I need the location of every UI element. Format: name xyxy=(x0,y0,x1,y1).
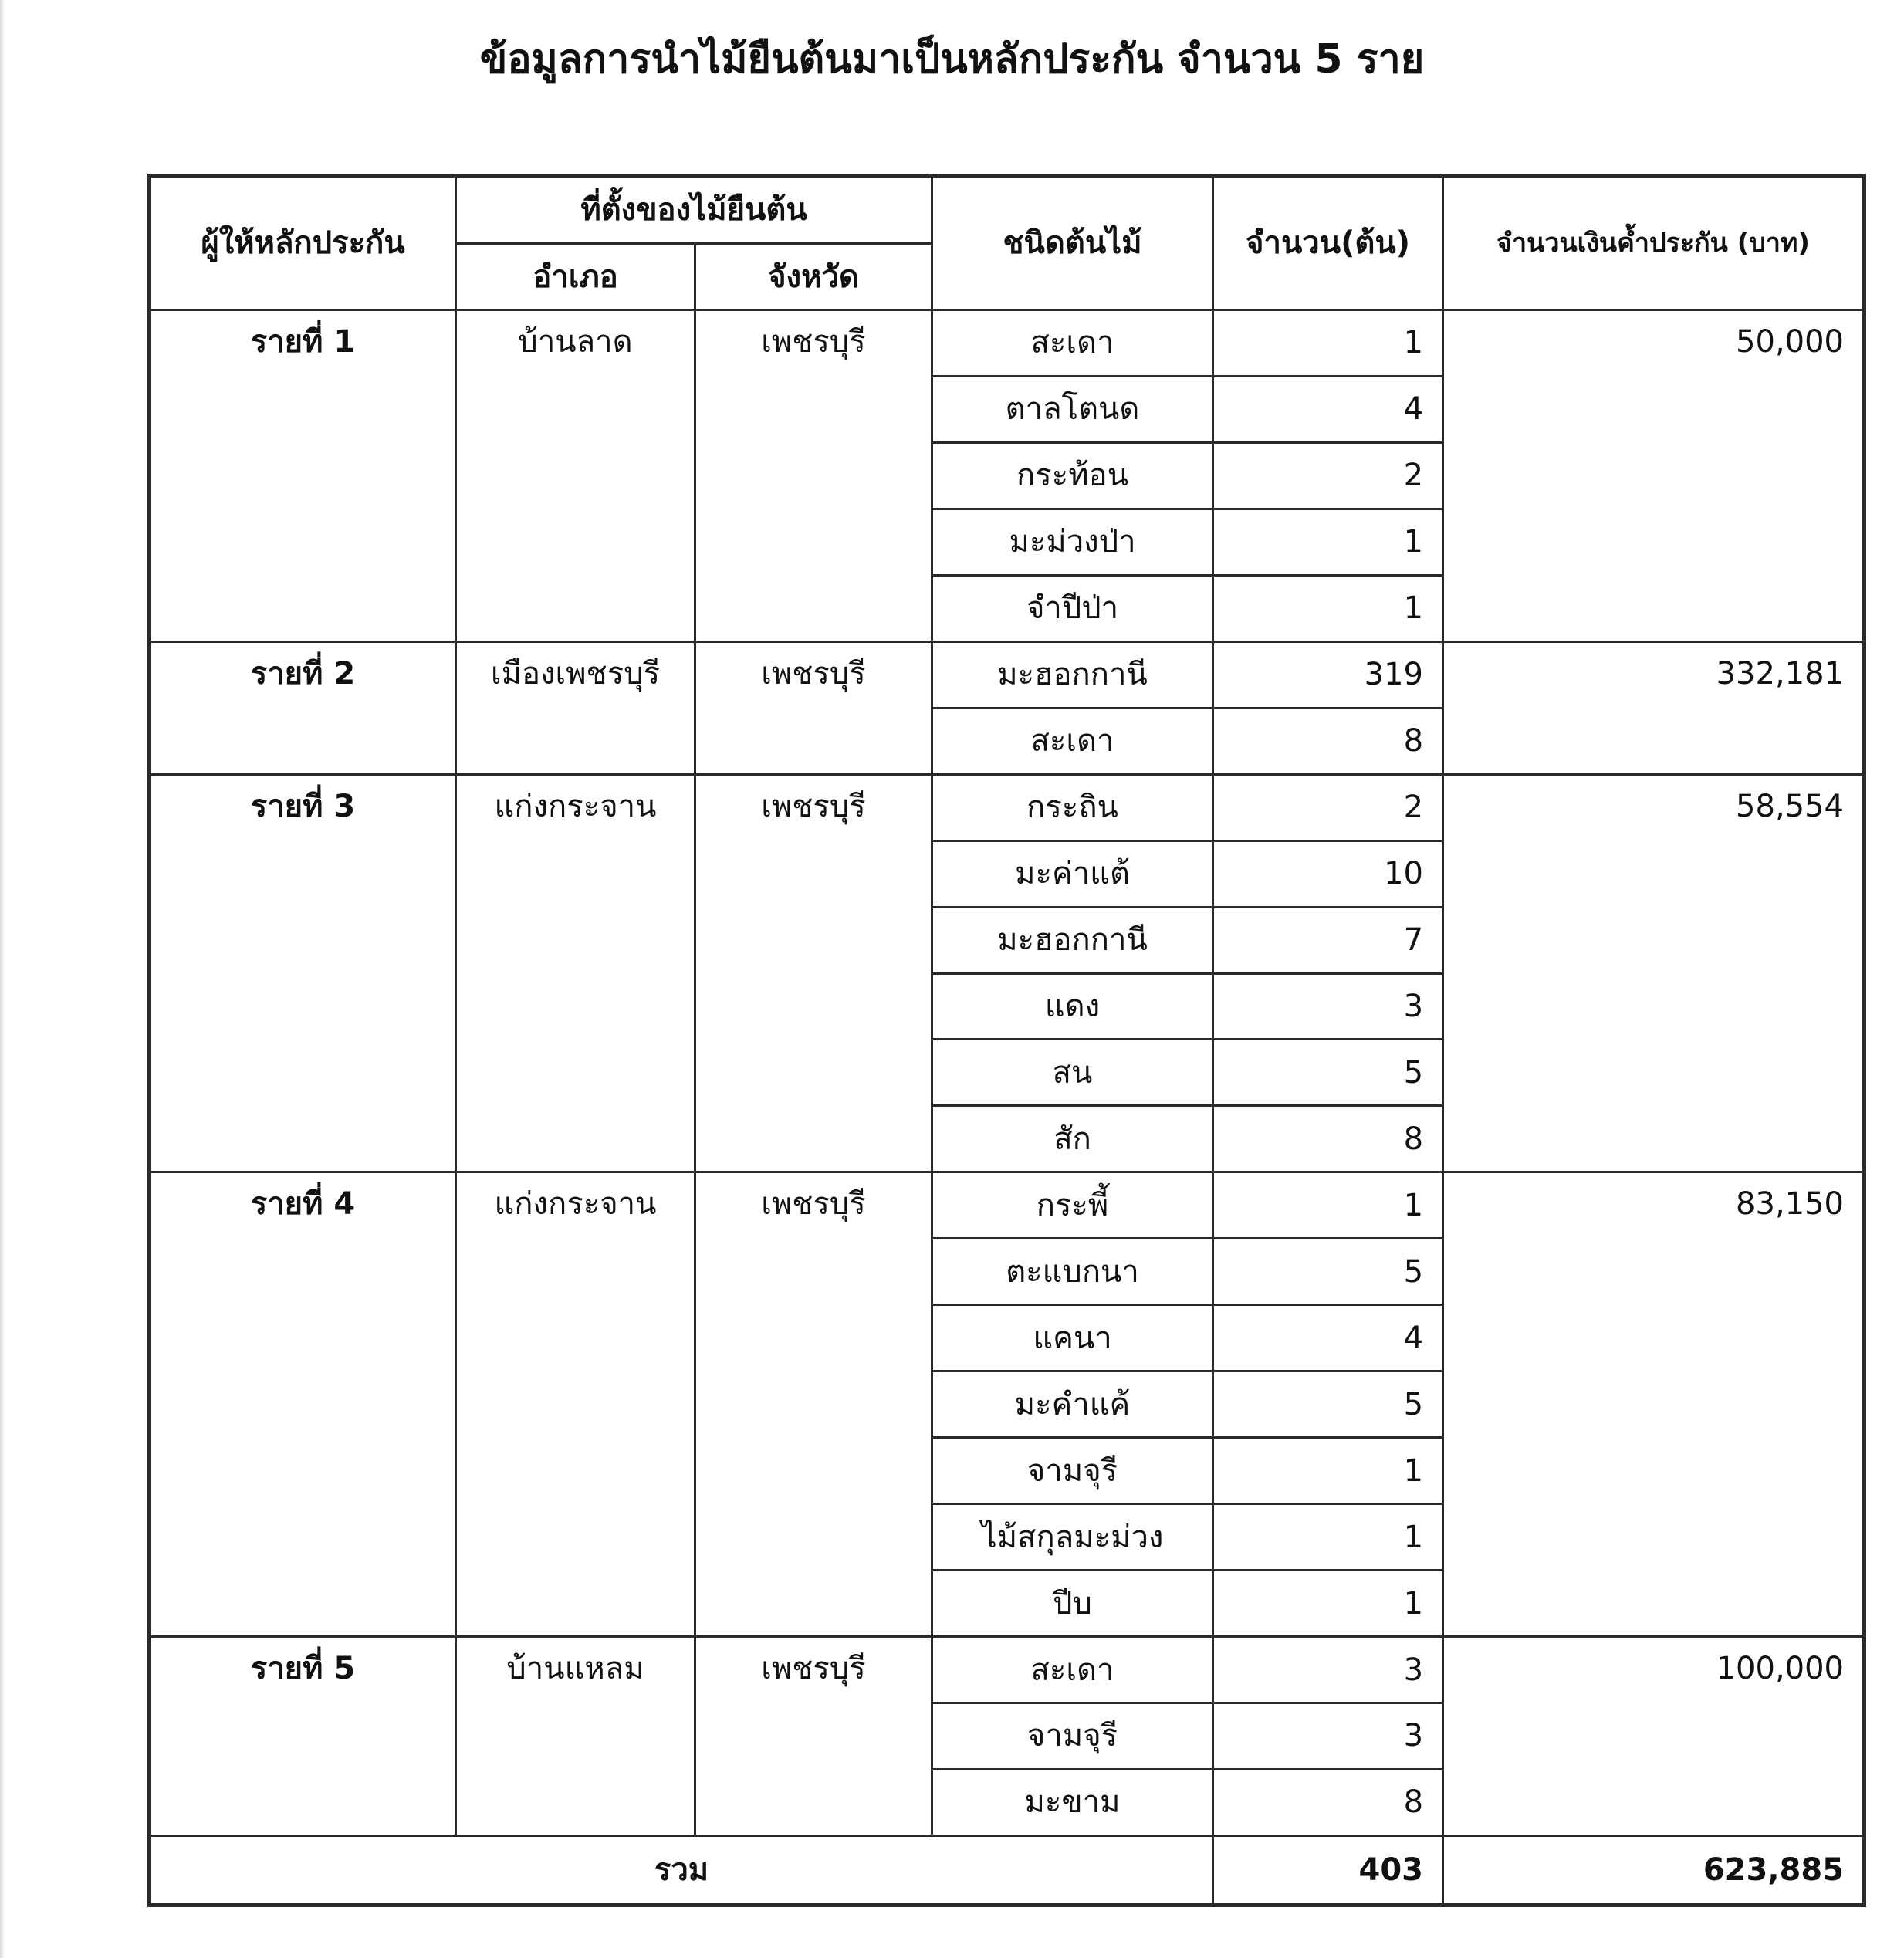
amount-cell: 58,554 xyxy=(1443,774,1865,1172)
guarantor-cell: รายที่ 1 xyxy=(150,310,456,642)
district-cell: เมืองเพชรบุรี xyxy=(456,641,695,774)
district-cell: บ้านแหลม xyxy=(456,1637,695,1836)
collateral-table xyxy=(147,174,1866,1907)
tree-type-cell: มะขาม xyxy=(932,1769,1213,1835)
tree-type-cell: แดง xyxy=(932,973,1213,1040)
table-row xyxy=(150,774,1865,840)
tree-type-cell: ปีบ xyxy=(932,1571,1213,1637)
tree-type-cell: ตาลโตนด xyxy=(932,376,1213,442)
header-quantity: จำนวน(ต้น) xyxy=(1213,176,1443,310)
tree-type-cell: ตะแบกนา xyxy=(932,1239,1213,1305)
tree-type-cell: มะค่าแต้ xyxy=(932,840,1213,907)
amount-cell: 100,000 xyxy=(1443,1637,1865,1836)
guarantor-cell: รายที่ 2 xyxy=(150,641,456,774)
tree-count-cell: 5 xyxy=(1213,1239,1443,1305)
tree-count-cell: 10 xyxy=(1213,840,1443,907)
tree-count-cell: 1 xyxy=(1213,575,1443,641)
district-cell: แก่งกระจาน xyxy=(456,774,695,1172)
tree-type-cell: กระท้อน xyxy=(932,442,1213,509)
tree-count-cell: 1 xyxy=(1213,509,1443,575)
tree-type-cell: สัก xyxy=(932,1106,1213,1172)
total-label: รวม xyxy=(150,1836,1213,1906)
tree-count-cell: 3 xyxy=(1213,1703,1443,1770)
tree-count-cell: 1 xyxy=(1213,1504,1443,1571)
tree-type-cell: กระพี้ xyxy=(932,1172,1213,1239)
tree-count-cell: 2 xyxy=(1213,442,1443,509)
province-cell: เพชรบุรี xyxy=(695,641,932,774)
province-cell: เพชรบุรี xyxy=(695,1172,932,1637)
amount-cell: 50,000 xyxy=(1443,310,1865,642)
header-district: อำเภอ xyxy=(456,244,695,310)
tree-count-cell: 5 xyxy=(1213,1040,1443,1106)
header-guarantor: ผู้ให้หลักประกัน xyxy=(150,176,456,310)
tree-type-cell: จามจุรี xyxy=(932,1703,1213,1770)
table-row xyxy=(150,641,1865,708)
table-footer xyxy=(150,1836,1865,1906)
header-province: จังหวัด xyxy=(695,244,932,310)
tree-count-cell: 319 xyxy=(1213,641,1443,708)
amount-cell: 83,150 xyxy=(1443,1172,1865,1637)
document-title: ข้อมูลการนำไม้ยืนต้นมาเป็นหลักประกัน จำนวน 5 ราย xyxy=(479,36,1425,83)
tree-type-cell: มะคำแค้ xyxy=(932,1371,1213,1438)
tree-count-cell: 3 xyxy=(1213,973,1443,1040)
district-cell: แก่งกระจาน xyxy=(456,1172,695,1637)
tree-type-cell: สะเดา xyxy=(932,1637,1213,1703)
tree-count-cell: 2 xyxy=(1213,774,1443,840)
guarantor-cell: รายที่ 4 xyxy=(150,1172,456,1637)
table-body xyxy=(150,310,1865,1836)
table-row xyxy=(150,310,1865,377)
guarantor-cell: รายที่ 3 xyxy=(150,774,456,1172)
tree-count-cell: 1 xyxy=(1213,1571,1443,1637)
header-location: ที่ตั้งของไม้ยืนต้น xyxy=(456,176,932,244)
tree-type-cell: สน xyxy=(932,1040,1213,1106)
tree-type-cell: กระถิน xyxy=(932,774,1213,840)
amount-cell: 332,181 xyxy=(1443,641,1865,774)
tree-type-cell: มะฮอกกานี xyxy=(932,641,1213,708)
tree-type-cell: สะเดา xyxy=(932,310,1213,377)
tree-count-cell: 1 xyxy=(1213,1438,1443,1504)
tree-count-cell: 1 xyxy=(1213,1172,1443,1239)
tree-type-cell: สะเดา xyxy=(932,708,1213,774)
tree-type-cell: จำปีป่า xyxy=(932,575,1213,641)
guarantor-cell: รายที่ 5 xyxy=(150,1637,456,1836)
tree-count-cell: 4 xyxy=(1213,376,1443,442)
table-header xyxy=(150,176,1865,310)
header-tree-type: ชนิดต้นไม้ xyxy=(932,176,1213,310)
tree-count-cell: 4 xyxy=(1213,1305,1443,1371)
table-row xyxy=(150,1637,1865,1703)
table-row xyxy=(150,1172,1865,1239)
tree-type-cell: มะม่วงป่า xyxy=(932,509,1213,575)
tree-count-cell: 8 xyxy=(1213,1769,1443,1835)
tree-type-cell: มะฮอกกานี xyxy=(932,907,1213,973)
tree-count-cell: 5 xyxy=(1213,1371,1443,1438)
tree-type-cell: แคนา xyxy=(932,1305,1213,1371)
tree-count-cell: 3 xyxy=(1213,1637,1443,1703)
tree-type-cell: ไม้สกุลมะม่วง xyxy=(932,1504,1213,1571)
total-amount: 623,885 xyxy=(1443,1836,1865,1906)
tree-type-cell: จามจุรี xyxy=(932,1438,1213,1504)
tree-count-cell: 8 xyxy=(1213,708,1443,774)
tree-count-cell: 8 xyxy=(1213,1106,1443,1172)
province-cell: เพชรบุรี xyxy=(695,1637,932,1836)
total-count: 403 xyxy=(1213,1836,1443,1906)
scan-edge-shadow xyxy=(0,0,5,1958)
province-cell: เพชรบุรี xyxy=(695,310,932,642)
tree-count-cell: 1 xyxy=(1213,310,1443,377)
tree-count-cell: 7 xyxy=(1213,907,1443,973)
header-amount: จำนวนเงินค้ำประกัน (บาท) xyxy=(1443,176,1865,310)
district-cell: บ้านลาด xyxy=(456,310,695,642)
province-cell: เพชรบุรี xyxy=(695,774,932,1172)
